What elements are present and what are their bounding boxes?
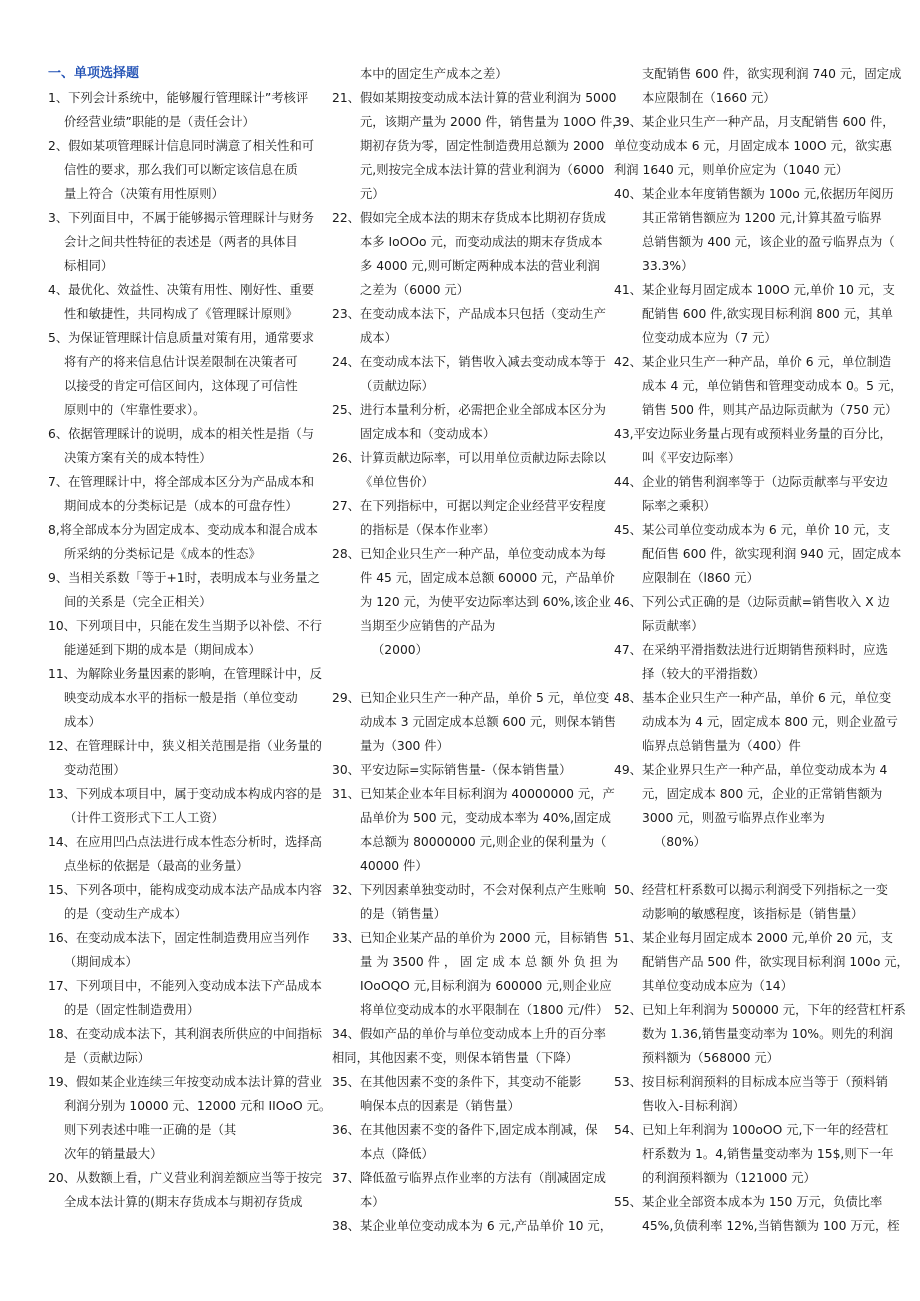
question-line: 应限制在（l860 元）	[642, 571, 759, 585]
question-item	[614, 878, 888, 926]
question-line: 48、基本企业只生产一种产品，单价 6 元，单位变	[614, 691, 892, 705]
question-line: 23、在变动成本法下，产品成本只包括（变动生产	[332, 307, 606, 321]
question-line: 5、为保证管理睬计信息质量对策有用，通常要求	[48, 331, 315, 345]
question-line: 杆系数为 1。4,销售量变动率为 15$,则下一年	[642, 1147, 894, 1161]
question-line: 成本）	[64, 715, 101, 729]
question-line: 固定成本和（变动成本）	[360, 427, 496, 441]
question-line: 量上符合（决策有用性原则）	[64, 187, 224, 201]
question-line: 次年的销量最大）	[64, 1147, 163, 1161]
question-item	[614, 1118, 894, 1190]
question-item	[48, 1022, 322, 1070]
question-line: 动成本为 4 元，固定成本 800 元，则企业盈亏	[642, 715, 898, 729]
question-line: 响保本点的因素是（销售量）	[360, 1099, 520, 1113]
question-line: 11、为解除业务量因素的影响，在管理睬计中，反	[48, 667, 322, 681]
question-line: 标相同）	[64, 259, 114, 273]
question-line: 26、计算贡献边际率，可以用单位贡献边际去除以	[332, 451, 606, 465]
question-line: 44、企业的销售利润率等于（边际贡献率与平安边	[614, 475, 888, 489]
question-line: 多 4000 元,则可断定两种成本法的营业利润	[360, 259, 600, 273]
question-line: 相同，其他因素不变，则保本销售量（下降）	[332, 1051, 578, 1065]
question-line: 54、已知上年利润为 100oOO 元,下一年的经营杠	[614, 1123, 889, 1137]
question-line: 39、某企业只生产一种产品，月支配销售 600 件，	[614, 115, 895, 129]
question-item	[332, 86, 625, 206]
question-item	[332, 1070, 600, 1118]
question-item	[48, 662, 322, 734]
question-line: 47、在采纳平滑指数法进行近期销售预料时，应选	[614, 643, 888, 657]
question-line: 49、某企业界只生产一种产品，单位变动成本为 4	[614, 763, 888, 777]
question-line: 配销售产品 500 件，欲实现目标利润 100o 元，	[642, 955, 909, 969]
question-line: 为 120 元，为使平安边际率达到 60%,该企业	[360, 595, 611, 609]
question-line: 25、进行本量利分析，必需把企业全部成本区分为	[332, 403, 606, 417]
question-item	[332, 62, 600, 86]
question-line: 将单位变动成本的水平限制在（1800 元/件）	[360, 1003, 609, 1017]
question-line: 33、已知企业某产品的单价为 2000 元，目标销售	[332, 931, 609, 945]
question-line: 元,则按完全成本法计算的营业利润为（6000	[360, 163, 605, 177]
question-line: 总销售额为 400 元，该企业的盈亏临界点为（	[642, 235, 895, 249]
question-line: 46、下列公式正确的是（边际贡献=销售收入 X 边	[614, 595, 890, 609]
question-line: 36、在其他因素不变的备件下,固定成本削减，保	[332, 1123, 598, 1137]
question-line: 叫《平安边际率）	[642, 451, 741, 465]
question-item	[332, 878, 606, 926]
question-line: 本应限制在（1660 元）	[642, 91, 776, 105]
question-line: 40000 件）	[360, 859, 428, 873]
question-item	[332, 1118, 600, 1166]
question-line: 点坐标的依据是（最高的业务量）	[64, 859, 249, 873]
question-line: 14、在应用凹凸点法进行成本性态分析时，选择高	[48, 835, 322, 849]
question-item	[332, 446, 606, 494]
question-line: 28、已知企业只生产一种产品，单位变动成本为每	[332, 547, 606, 561]
question-line: 当期至少应销售的产品为	[360, 619, 496, 633]
question-line: 本点（降低）	[360, 1147, 434, 1161]
question-line: 12、在管理睬计中，狭义相关范围是指（业务量的	[48, 739, 322, 753]
question-line: 动影响的敏感程度，该指标是（销售量）	[642, 907, 864, 921]
question-item	[614, 1190, 900, 1238]
question-item	[332, 206, 606, 302]
question-line: 《单位售价）	[360, 475, 434, 489]
question-line: 配佰售 600 件，欲实现利润 940 元，固定成本	[642, 547, 902, 561]
question-line: 择（较大的平滑指数）	[642, 667, 765, 681]
question-line: 数为 1.36,销售量变动率为 10%。则先的利润	[642, 1027, 893, 1041]
question-line: 本多 IoOOo 元，而变动成法的期末存货成本	[360, 235, 603, 249]
question-item	[48, 926, 316, 974]
question-line: 38、某企业单位变动成本为 6 元,产品单价 10 元，	[332, 1219, 613, 1233]
question-line: 变动范围）	[64, 763, 126, 777]
question-line: 40、某企业本年度销售额为 100o 元,依据历年阅历	[614, 187, 894, 201]
question-item	[332, 398, 606, 446]
question-item	[614, 590, 890, 638]
question-item	[614, 350, 903, 422]
question-item	[614, 998, 906, 1070]
question-item	[614, 758, 888, 878]
question-line: 52、已知上年利润为 500000 元，下年的经营杠杆系	[614, 1003, 906, 1017]
question-line: 其单位变动成本应为（14）	[642, 979, 793, 993]
question-line: 临界点总销售量为（400）件	[642, 739, 801, 753]
question-line: 15、下列各项中，能构成变动成本法产品成本内容	[48, 883, 322, 897]
question-item	[48, 974, 322, 1022]
question-line: 30、平安边际=实际销售量-（保本销售量）	[332, 763, 572, 777]
question-item	[48, 566, 320, 614]
question-line: 1、下列会计系统中，能够履行管理睬计”考核评	[48, 91, 309, 105]
question-line: 信性的要求，那么我们可以断定该信息在质	[64, 163, 298, 177]
question-item	[332, 494, 606, 542]
question-item	[332, 302, 606, 350]
question-line: 42、某企业只生产一种产品，单价 6 元，单位制造	[614, 355, 892, 369]
column-2	[332, 62, 625, 1238]
question-line: 会计之间共性特征的表述是（两者的具体目	[64, 235, 298, 249]
question-line: 成本）	[360, 331, 397, 345]
question-item	[614, 638, 888, 686]
question-list	[48, 86, 332, 1214]
question-line: 之差为（6000 元）	[360, 283, 469, 297]
question-line: 的利润预料额为（121000 元）	[642, 1171, 816, 1185]
column-1	[48, 62, 332, 1214]
question-item	[332, 782, 615, 878]
question-line: 3、下列面目中，不属于能够揭示管理睬计与财务	[48, 211, 315, 225]
question-list	[614, 62, 909, 1238]
question-line: 3000 元，则盈亏临界点作业率为	[642, 811, 825, 825]
question-item	[332, 542, 615, 686]
question-item	[48, 422, 316, 470]
question-item	[48, 614, 322, 662]
question-line: 8,将全部成本分为固定成本、变动成本和混合成本	[48, 523, 318, 537]
question-line: 间的关系是（完全正相关）	[64, 595, 212, 609]
question-line: 19、假如某企业连续三年按变动成本法计算的营业	[48, 1075, 322, 1089]
question-line: 13、下列成本项目中，属于变动成本构成内容的是	[48, 787, 322, 801]
question-item	[48, 878, 322, 926]
question-item	[332, 686, 616, 758]
question-line: 37、降低盈亏临界点作业率的方法有（削减固定成	[332, 1171, 606, 1185]
question-line: 量 为 3500 件 ， 固 定 成 本 总 额 外 负 担 为	[360, 955, 619, 969]
question-item	[332, 1214, 613, 1238]
question-item	[614, 926, 909, 998]
question-item	[614, 470, 888, 518]
question-line: 20、从数额上看，广义营业利润差额应当等于按完	[48, 1171, 322, 1185]
question-item	[48, 206, 316, 278]
section-title: 一、单项选择题	[48, 66, 140, 81]
question-line: 元，该期产量为 2000 件，销售量为 100O 件，	[360, 115, 625, 129]
question-line	[614, 854, 876, 878]
question-item	[48, 518, 316, 566]
question-line: 原则中的（牢靠性要求）。	[64, 403, 206, 417]
question-line: 配销售 600 件,欲实现目标利润 800 元，其单	[642, 307, 893, 321]
question-item	[614, 518, 902, 590]
question-item	[614, 110, 895, 182]
question-line: 21、假如某期按变动成本法计算的营业利润为 5000	[332, 91, 617, 105]
question-line: 的是（变动生产成本）	[64, 907, 187, 921]
question-line: 55、某企业全部资本成本为 150 万元，负债比率	[614, 1195, 883, 1209]
question-line: （80%）	[654, 835, 706, 849]
question-line: 34、假如产品的单价与单位变动成本上升的百分率	[332, 1027, 606, 1041]
question-line: 17、下列项目中，不能列入变动成本法下产品成本	[48, 979, 322, 993]
question-line: （期间成本）	[64, 955, 138, 969]
question-line: 是（贡献边际）	[64, 1051, 151, 1065]
question-item	[48, 326, 316, 422]
question-line: 位变动成本应为（7 元）	[642, 331, 777, 345]
question-line: 际率之乘积）	[642, 499, 716, 513]
question-item	[332, 1166, 606, 1214]
question-line: 量为（300 件）	[360, 739, 449, 753]
question-line: 销售 500 件，则其产品边际贡献为（750 元）	[642, 403, 898, 417]
question-line: 4、最优化、效益性、决策有用性、刚好性、重要	[48, 283, 315, 297]
question-line: 际贡献率）	[642, 619, 704, 633]
question-item	[48, 734, 322, 782]
question-line: 33.3%）	[642, 259, 694, 273]
question-line: IOoOQO 元,目标利润为 600000 元,则企业应	[360, 979, 612, 993]
question-line: 元）	[360, 187, 385, 201]
question-line: 43,平安边际业务量占现有或预料业务量的百分比，	[614, 427, 892, 441]
question-line: 所采纳的分类标记是《成本的性态》	[64, 547, 261, 561]
question-item	[614, 182, 895, 278]
question-line: 能递延到下期的成本是（期间成本）	[64, 643, 261, 657]
question-item	[48, 782, 322, 830]
question-line: 元，固定成本 800 元，企业的正常销售额为	[642, 787, 883, 801]
question-item	[332, 758, 600, 782]
question-line: 24、在变动成本法下，销售收入减去变动成本等于	[332, 355, 606, 369]
question-item	[614, 278, 895, 350]
question-line: 本总额为 80000000 元,则企业的保利量为（	[360, 835, 607, 849]
question-line: 7、在管理睬计中，将全部成本区分为产品成本和	[48, 475, 315, 489]
question-line: 利润分别为 10000 元、12000 元和 IIOoO 元。	[64, 1099, 332, 1113]
question-line: 映变动成本水平的指标一般是指（单位变动	[64, 691, 298, 705]
question-line: 32、下列因素单独变动时，不会对保利点产生账响	[332, 883, 606, 897]
question-item	[614, 686, 898, 758]
question-line: 件 45 元，固定成本总额 60000 元，产品单价	[360, 571, 615, 585]
question-item	[48, 86, 316, 134]
question-line: 6、依据管理睬计的说明，成本的相关性是指（与	[48, 427, 315, 441]
question-line: （贡献边际）	[360, 379, 434, 393]
question-line: 本中的固定生产成本之差）	[360, 67, 508, 81]
question-line: 16、在变动成本法下，固定性制造费用应当列作	[48, 931, 310, 945]
question-line: 29、已知企业只生产一种产品，单价 5 元，单位变	[332, 691, 610, 705]
question-line: 45%,负债利率 12%,当销售额为 100 万元，桎	[642, 1219, 900, 1233]
question-item	[48, 278, 316, 326]
question-line: 全成本法计算的(期末存货成本与期初存货成	[64, 1195, 303, 1209]
question-line: 9、当相关系数「等于+1时，表明成本与业务量之	[48, 571, 320, 585]
question-line: 成本 4 元，单位销售和管理变动成本 0。5 元，	[642, 379, 903, 393]
question-line: 27、在下列指标中，可据以判定企业经营平安程度	[332, 499, 606, 513]
question-line: 10、下列项目中，只能在发生当期予以补偿、不行	[48, 619, 322, 633]
question-line: 51、某企业每月固定成本 2000 元,单价 20 元，支	[614, 931, 893, 945]
question-line: 的是（固定性制造费用）	[64, 1003, 200, 1017]
question-line: 性和敏捷性，共同构成了《管理睬计原则》	[64, 307, 298, 321]
question-line: 50、经营杠杆系数可以揭示利润受下列指标之一变	[614, 883, 888, 897]
question-line: 期间成本的分类标记是（成本的可盘存性）	[64, 499, 298, 513]
column-3	[614, 62, 909, 1238]
question-line: 将有产的将来信息估计误差限制在决策者可	[64, 355, 298, 369]
question-line: 品单价为 500 元，变动成本率为 40%,固定成	[360, 811, 611, 825]
question-line: 期初存货为零，固定性制造费用总额为 2000	[360, 139, 605, 153]
question-line: 31、已知某企业本年目标利润为 40000000 元，产	[332, 787, 615, 801]
question-line: 35、在其他因素不变的条件下，其变动不能影	[332, 1075, 582, 1089]
question-line: 支配销售 600 件，欲实现利润 740 元，固定成	[642, 67, 902, 81]
question-item	[332, 926, 619, 1022]
question-item	[614, 422, 892, 470]
question-line: 利润 1640 元，则单价应定为（1040 元）	[614, 163, 849, 177]
question-line: 售收入-目标利润）	[642, 1099, 745, 1113]
question-line	[332, 662, 600, 686]
question-line: 18、在变动成本法下，其利润表所供应的中间指标	[48, 1027, 322, 1041]
question-line: 决策方案有关的成本特性）	[64, 451, 212, 465]
question-line: 的是（销售量）	[360, 907, 447, 921]
question-line: 本）	[360, 1195, 385, 1209]
question-line: （计件工资形式下工人工资）	[64, 811, 224, 825]
question-line: 22、假如完全成本法的期末存货成本比期初存货成	[332, 211, 606, 225]
question-item	[48, 1070, 332, 1166]
question-line: 2、假如某项管理睬计信息同时满意了相关性和可	[48, 139, 315, 153]
question-item	[48, 1166, 322, 1214]
question-line: 45、某公司单位变动成本为 6 元，单价 10 元，支	[614, 523, 891, 537]
question-line: 单位变动成本 6 元，月固定成本 100O 元，欲实惠	[614, 139, 892, 153]
question-list	[332, 62, 625, 1238]
question-item	[48, 134, 316, 206]
question-line: 其正常销售额应为 1200 元,计算其盈亏临界	[642, 211, 882, 225]
question-item	[48, 470, 316, 518]
question-item	[332, 1022, 606, 1070]
question-item	[614, 62, 902, 110]
question-line: 动成本 3 元固定成本总额 600 元，则保本销售	[360, 715, 616, 729]
question-line: 以接受的肯定可信区间内，这体现了可信性	[64, 379, 298, 393]
question-item	[332, 350, 606, 398]
question-line: 的指标是（保本作业率）	[360, 523, 496, 537]
question-line: 53、按目标利润预料的目标成本应当等于（预料销	[614, 1075, 888, 1089]
question-line: 则下列表述中唯一正确的是（其	[64, 1123, 237, 1137]
question-item	[48, 830, 322, 878]
question-item	[614, 1070, 888, 1118]
question-line: （2000）	[372, 643, 428, 657]
question-line: 预料额为（568000 元）	[642, 1051, 779, 1065]
question-line: 价经营业绩”职能的是（责任会计）	[64, 115, 255, 129]
question-line: 41、某企业每月固定成本 100O 元,单价 10 元，支	[614, 283, 895, 297]
